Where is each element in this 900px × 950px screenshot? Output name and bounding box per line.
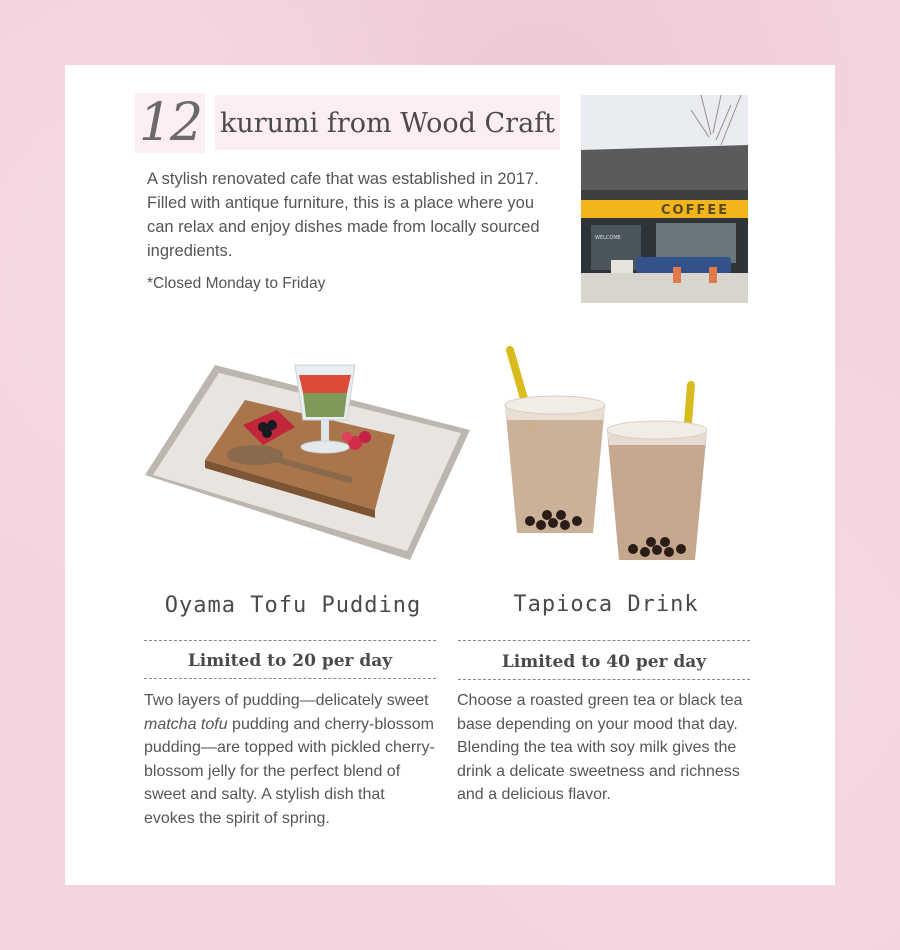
entry-number: 12 [135,93,205,153]
divider [458,679,750,680]
shop-description: A stylish renovated cafe that was established in 2017. Filled with antique furniture, this is a place where you can relax and enjoy dishes made from locally sourced ingredients. [147,170,540,260]
article-card [65,65,835,885]
limit-badge-pudding: Limited to 20 per day [187,651,393,671]
tapioca-photo [495,345,725,575]
shop-title: kurumi from Wood Craft [220,108,556,139]
closed-note: *Closed Monday to Friday [147,275,326,292]
limit-badge-tapioca: Limited to 40 per day [501,652,707,672]
divider [458,640,750,641]
dish-description-tapioca: Choose a roasted green tea or black tea base depending on your mood that day. Blending the tea with soy milk gives the drink a delicate sweetness and richness and a delicious flavor. [457,692,743,803]
dish-title-pudding: Oyama Tofu Pudding [164,593,422,618]
divider [144,678,436,679]
svg-text:COFFEE: COFFEE [661,203,730,218]
svg-text:WELCOME: WELCOME [595,235,621,241]
cafe-photo [581,95,748,303]
dish-title-tapioca: Tapioca Drink [513,592,699,617]
dish-description-pudding: Two layers of pudding—delicately sweet matcha tofu pudding and cherry-blossom pudding—are topped with pickled cherry-blossom jelly for the perfect blend of sweet and salty. A stylish dish that evokes the spirit of spring. [144,692,435,827]
divider [144,640,436,641]
pudding-photo [125,355,485,565]
